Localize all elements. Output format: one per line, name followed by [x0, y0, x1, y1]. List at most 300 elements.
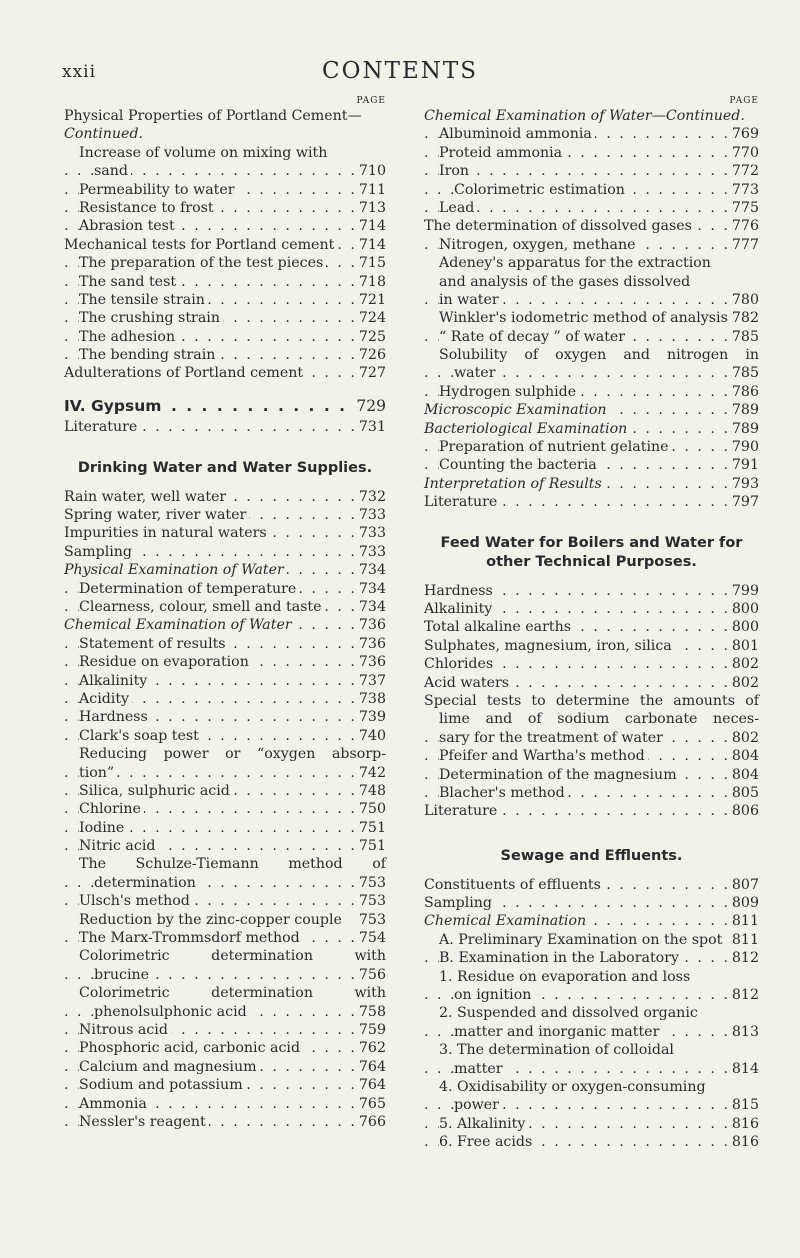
toc-entry-page-number: 751 — [356, 837, 386, 855]
toc-entry-page-number: 738 — [356, 690, 386, 708]
toc-entry-title: The determination of dissolved gases — [424, 217, 695, 235]
toc-entry-page-number: 815 — [729, 1096, 759, 1114]
toc-entry-title: Alkalinity — [79, 672, 150, 690]
toc-entry-page-number: 753 — [356, 911, 386, 929]
toc-entry — [424, 582, 759, 600]
toc-entry — [424, 1004, 759, 1022]
toc-entry-page-number: 765 — [356, 1095, 386, 1113]
toc-entry-title: 4. Oxidisability or oxygen-consuming — [439, 1078, 709, 1096]
toc-entry — [424, 674, 759, 692]
toc-entry — [424, 346, 759, 364]
toc-entry-page-number: 799 — [729, 582, 759, 600]
toc-entry-title: Increase of volume on mixing with — [79, 144, 330, 162]
toc-entry-title: Chemical Examination of Water — [64, 616, 295, 634]
toc-entry-page-number: 715 — [356, 254, 386, 272]
toc-entry — [424, 894, 759, 912]
toc-entry — [424, 710, 759, 728]
toc-entry-title: Iodine — [79, 819, 127, 837]
toc-entry-title: Chemical Examination of Water—Continued. — [424, 107, 748, 125]
toc-entry — [424, 766, 759, 784]
toc-entry — [64, 125, 386, 143]
toc-entry-page-number: 751 — [356, 819, 386, 837]
toc-entry — [64, 1113, 386, 1131]
toc-entry-title: The bending strain — [79, 346, 218, 364]
page-header — [0, 58, 800, 88]
toc-entry — [64, 874, 386, 892]
toc-entry-page-number: 805 — [729, 784, 759, 802]
toc-entry-page-number: 790 — [729, 438, 759, 456]
section-heading: Sewage and Effluents. — [500, 847, 683, 864]
toc-entry — [64, 966, 386, 984]
toc-entry — [64, 397, 386, 415]
toc-entry-title: Ulsch's method — [79, 892, 193, 910]
toc-entry-page-number: 807 — [729, 876, 759, 894]
toc-entry — [64, 217, 386, 235]
toc-entry-title: Solubility of oxygen and nitrogen in — [439, 347, 759, 364]
toc-entry-page-number: 711 — [356, 181, 386, 199]
toc-entry-title: Nitrogen, oxygen, methane — [439, 236, 639, 254]
toc-entry-title: Chemical Examination — [424, 912, 589, 930]
toc-entry — [64, 1076, 386, 1094]
toc-entry-page-number: 758 — [356, 1003, 386, 1021]
toc-entry — [424, 618, 759, 636]
toc-entry-page-number: 782 — [729, 309, 759, 327]
toc-entry — [64, 837, 386, 855]
toc-entry-title: water — [454, 364, 498, 382]
toc-entry-title: Resistance to frost — [79, 199, 217, 217]
toc-entry-page-number: 811 — [729, 912, 759, 930]
contents-column-right — [424, 95, 759, 1152]
toc-entry — [64, 819, 386, 837]
toc-entry-page-number: 772 — [729, 162, 759, 180]
toc-entries-left — [64, 107, 386, 1131]
toc-entry-title: Bacteriological Examination — [424, 420, 630, 438]
toc-entry — [424, 383, 759, 401]
toc-entry-page-number: 809 — [729, 894, 759, 912]
toc-entry-title: A. Preliminary Examination on the spot — [439, 931, 725, 949]
toc-entry-title: The sand test — [79, 273, 179, 291]
toc-entry-title: and analysis of the gases dissolved — [439, 273, 693, 291]
toc-entry-title: Spring water, river water — [64, 506, 249, 524]
section-heading: Drinking Water and Water Supplies. — [77, 459, 373, 476]
toc-entry-title: power — [454, 1096, 502, 1114]
toc-entry-page-number: 725 — [356, 328, 386, 346]
toc-entry-title: “ Rate of decay ” of water — [439, 328, 628, 346]
toc-entry-page-number: 812 — [729, 949, 759, 967]
toc-entry-page-number: 733 — [356, 543, 386, 561]
toc-entry — [64, 1003, 386, 1021]
toc-entry-page-number: 812 — [729, 986, 759, 1004]
toc-entry-title: Sodium and potassium — [79, 1076, 246, 1094]
toc-entry-title: Statement of results — [79, 635, 229, 653]
toc-entry — [64, 346, 386, 364]
toc-entry-title: 5. Alkalinity — [439, 1115, 528, 1133]
toc-entry-page-number: 806 — [729, 802, 759, 820]
toc-entry-title: Albuminoid ammonia — [439, 125, 595, 143]
toc-entry-page-number: 733 — [356, 506, 386, 524]
toc-entry — [64, 364, 386, 382]
toc-entry-page-number: 736 — [356, 635, 386, 653]
toc-entry — [424, 931, 759, 949]
toc-entry — [424, 364, 759, 382]
toc-entry-title: Determination of temperature — [79, 580, 299, 598]
toc-entry-page-number: 742 — [356, 764, 386, 782]
toc-entry — [424, 456, 759, 474]
toc-entry — [64, 800, 386, 818]
toc-entry-title: Sampling — [424, 894, 495, 912]
toc-entry — [64, 1058, 386, 1076]
toc-entry — [424, 1023, 759, 1041]
toc-entry-title: Acidity — [79, 690, 132, 708]
toc-entry — [64, 254, 386, 272]
toc-entry — [424, 144, 759, 162]
toc-entry-page-number: 802 — [729, 655, 759, 673]
toc-entry-page-number: 785 — [729, 364, 759, 382]
toc-entry-page-number: 804 — [729, 747, 759, 765]
contents-column-left — [64, 95, 386, 1131]
section-heading: other Technical Purposes. — [486, 553, 697, 570]
toc-entry — [424, 291, 759, 309]
toc-entry-page-number: 734 — [356, 580, 386, 598]
toc-entry-page-number: 776 — [729, 217, 759, 235]
toc-entry — [424, 1078, 759, 1096]
toc-entry-page-number: 811 — [729, 931, 759, 949]
toc-entry — [64, 1021, 386, 1039]
page-number: xxii — [62, 62, 97, 82]
toc-entry-title: Phosphoric acid, carbonic acid — [79, 1039, 303, 1057]
toc-entry-title: Blacher's method — [439, 784, 568, 802]
toc-entry-title: The crushing strain — [79, 309, 223, 327]
toc-entry-title: Total alkaline earths — [424, 618, 574, 636]
spacer — [424, 866, 759, 876]
toc-entry — [64, 107, 386, 125]
toc-entry — [64, 708, 386, 726]
toc-entry-page-number: 733 — [356, 524, 386, 542]
toc-entry-page-number: 713 — [356, 199, 386, 217]
toc-entry-title: Winkler's iodometric method of analysis — [439, 309, 731, 327]
toc-entry-title: Impurities in natural waters — [64, 524, 270, 542]
toc-entry — [64, 1095, 386, 1113]
toc-entry-page-number: 804 — [729, 766, 759, 784]
toc-entry-page-number: 762 — [356, 1039, 386, 1057]
toc-entry-page-number: 814 — [729, 1060, 759, 1078]
toc-entry — [64, 199, 386, 217]
toc-entry — [424, 273, 759, 291]
toc-entry-page-number: 785 — [729, 328, 759, 346]
toc-entry-page-number: 802 — [729, 729, 759, 747]
toc-entry-title: The Schulze-Tiemann method of — [79, 856, 386, 873]
toc-entry — [64, 580, 386, 598]
toc-entry-title: Pfeifer and Wartha's method — [439, 747, 648, 765]
toc-entry — [64, 616, 386, 634]
toc-entry — [424, 217, 759, 235]
toc-entry — [64, 892, 386, 910]
toc-entry-title: Chlorine — [79, 800, 144, 818]
toc-entry — [64, 506, 386, 524]
toc-entry-page-number: 750 — [356, 800, 386, 818]
toc-entry-page-number: 739 — [356, 708, 386, 726]
toc-entry-page-number: 813 — [729, 1023, 759, 1041]
toc-entry-title: brucine — [94, 966, 152, 984]
toc-entry-page-number: 816 — [729, 1133, 759, 1151]
toc-entry — [424, 236, 759, 254]
toc-entry-title: matter and inorganic matter — [454, 1023, 662, 1041]
toc-entry — [64, 144, 386, 162]
toc-entry-title: Residue on evaporation — [79, 653, 252, 671]
toc-entry-title: 2. Suspended and dissolved organic — [439, 1004, 701, 1022]
toc-entry-title: 3. The determination of colloidal — [439, 1041, 677, 1059]
toc-entry — [64, 418, 386, 436]
toc-entry-title: The Marx-Trommsdorf method — [79, 929, 303, 947]
toc-entry-title: Nitric acid — [79, 837, 158, 855]
toc-entry — [64, 291, 386, 309]
toc-entry — [64, 162, 386, 180]
toc-entry-page-number: 816 — [729, 1115, 759, 1133]
toc-entry — [424, 475, 759, 493]
toc-entry-title: sary for the treatment of water — [439, 729, 666, 747]
toc-entry — [424, 600, 759, 618]
toc-entry — [64, 273, 386, 291]
section-heading: Feed Water for Boilers and Water for — [440, 534, 743, 551]
toc-entry-page-number: 726 — [356, 346, 386, 364]
toc-entry-title: Calcium and magnesium — [79, 1058, 260, 1076]
toc-entry-title: IV. Gypsum — [64, 397, 164, 416]
toc-entry — [64, 672, 386, 690]
toc-entry — [424, 328, 759, 346]
toc-entry — [424, 1115, 759, 1133]
toc-entry-page-number: 800 — [729, 618, 759, 636]
toc-entry — [64, 782, 386, 800]
toc-entry-title: Microscopic Examination — [424, 401, 610, 419]
toc-entries-right — [424, 107, 759, 1152]
toc-entry — [424, 912, 759, 930]
toc-entry-title: Continued. — [64, 125, 146, 143]
toc-entry-page-number: 748 — [356, 782, 386, 800]
toc-entry — [64, 181, 386, 199]
toc-entry-page-number: 789 — [729, 420, 759, 438]
spacer — [64, 437, 386, 459]
toc-entry — [424, 802, 759, 820]
toc-entry-page-number: 764 — [356, 1058, 386, 1076]
toc-entry-page-number: 710 — [356, 162, 386, 180]
toc-entry-title: Rain water, well water — [64, 488, 229, 506]
toc-entry-title: in water — [439, 291, 502, 309]
spacer — [64, 383, 386, 397]
toc-entry-title: Iron — [439, 162, 472, 180]
toc-entry-title: Clark's soap test — [79, 727, 202, 745]
toc-entry — [424, 1041, 759, 1059]
page-title: CONTENTS — [322, 58, 478, 84]
page-column-label: PAGE — [729, 96, 759, 106]
toc-entry-title: Literature — [424, 802, 500, 820]
toc-entry — [424, 1096, 759, 1114]
toc-entry-title: Lead — [439, 199, 477, 217]
toc-entry — [424, 199, 759, 217]
toc-entry-title: Mechanical tests for Portland cement — [64, 236, 337, 254]
toc-entry — [424, 181, 759, 199]
toc-entry-page-number: 737 — [356, 672, 386, 690]
toc-entry — [424, 162, 759, 180]
toc-entry — [424, 968, 759, 986]
toc-entry — [64, 543, 386, 561]
toc-entry-page-number: 777 — [729, 236, 759, 254]
toc-entry-title: Reduction by the zinc-copper couple — [79, 911, 345, 929]
toc-entry-page-number: 764 — [356, 1076, 386, 1094]
toc-entry-page-number: 727 — [356, 364, 386, 382]
toc-entry-title: determination — [94, 874, 199, 892]
toc-entry-title: Colorimetric determination with — [79, 985, 386, 1002]
toc-entry-title: Hardness — [79, 708, 151, 726]
toc-entry-title: Silica, sulphuric acid — [79, 782, 233, 800]
toc-entry-title: Nitrous acid — [79, 1021, 171, 1039]
toc-entry-page-number: 797 — [729, 493, 759, 511]
toc-entry-page-number: 732 — [356, 488, 386, 506]
toc-entry-title: Preparation of nutrient gelatine — [439, 438, 672, 456]
toc-entry — [64, 984, 386, 1002]
toc-entry-page-number: 780 — [729, 291, 759, 309]
toc-entry-title: Acid waters — [424, 674, 512, 692]
spacer — [424, 512, 759, 534]
toc-entry-title: Abrasion test — [79, 217, 178, 235]
toc-entry-page-number: 766 — [356, 1113, 386, 1131]
toc-entry-title: Sampling — [64, 543, 135, 561]
toc-entry — [64, 635, 386, 653]
toc-entry-page-number: 714 — [356, 236, 386, 254]
toc-entry-page-number: 770 — [729, 144, 759, 162]
toc-entry — [424, 655, 759, 673]
toc-entry — [64, 488, 386, 506]
toc-entry-page-number: 753 — [356, 892, 386, 910]
toc-entry-page-number: 775 — [729, 199, 759, 217]
toc-entry — [424, 401, 759, 419]
toc-entry-title: Sulphates, magnesium, iron, silica — [424, 637, 675, 655]
toc-entry-page-number: 736 — [356, 616, 386, 634]
toc-entry — [64, 309, 386, 327]
toc-entry-page-number: 773 — [729, 181, 759, 199]
toc-entry — [64, 328, 386, 346]
toc-entry — [424, 438, 759, 456]
toc-entry — [64, 855, 386, 873]
toc-entry — [64, 929, 386, 947]
toc-entry-title: Adeney's apparatus for the extraction — [439, 254, 714, 272]
toc-entry — [424, 493, 759, 511]
toc-entry-title: Hardness — [424, 582, 496, 600]
toc-entry-title: phenolsulphonic acid — [94, 1003, 250, 1021]
toc-entry — [64, 690, 386, 708]
toc-entry-page-number: 753 — [356, 874, 386, 892]
toc-entry-title: The tensile strain — [79, 291, 208, 309]
toc-entry — [424, 876, 759, 894]
spacer — [64, 478, 386, 488]
toc-entry-title: 6. Free acids — [439, 1133, 535, 1151]
toc-entry — [64, 764, 386, 782]
toc-entry-page-number: 759 — [356, 1021, 386, 1039]
toc-entry — [424, 637, 759, 655]
toc-entry-page-number: 736 — [356, 653, 386, 671]
toc-entry-page-number: 756 — [356, 966, 386, 984]
toc-entry — [64, 727, 386, 745]
toc-entry — [64, 653, 386, 671]
toc-entry-title: 1. Residue on evaporation and loss — [439, 968, 693, 986]
toc-entry-page-number: 769 — [729, 125, 759, 143]
toc-entry — [64, 236, 386, 254]
toc-entry-title: Literature — [424, 493, 500, 511]
toc-entry-title: matter — [454, 1060, 506, 1078]
page-column-label: PAGE — [356, 96, 386, 106]
toc-entry-title: Nessler's reagent — [79, 1113, 209, 1131]
toc-entry-title: Proteid ammonia — [439, 144, 565, 162]
toc-entry-page-number: 754 — [356, 929, 386, 947]
toc-entry — [424, 125, 759, 143]
toc-entry-title: The adhesion — [79, 328, 178, 346]
toc-entry — [424, 747, 759, 765]
toc-entry — [64, 911, 386, 929]
toc-entry — [424, 784, 759, 802]
toc-entry — [424, 309, 759, 327]
toc-entry-page-number: 740 — [356, 727, 386, 745]
spacer — [424, 572, 759, 582]
toc-entry-page-number: 718 — [356, 273, 386, 291]
toc-entry-page-number: 729 — [353, 397, 386, 416]
toc-entry-page-number: 791 — [729, 456, 759, 474]
toc-entry-title: Permeability to water — [79, 181, 238, 199]
toc-entry-page-number: 789 — [729, 401, 759, 419]
toc-entry — [424, 254, 759, 272]
toc-entry-title: B. Examination in the Laboratory — [439, 949, 682, 967]
toc-entry-page-number: 721 — [356, 291, 386, 309]
toc-entry-title: Colorimetric determination with — [79, 948, 386, 965]
toc-entry — [424, 729, 759, 747]
toc-entry-page-number: 802 — [729, 674, 759, 692]
toc-entry-page-number: 734 — [356, 598, 386, 616]
toc-entry-page-number: 724 — [356, 309, 386, 327]
toc-entry-title: Adulterations of Portland cement — [64, 364, 306, 382]
toc-entry-title: The preparation of the test pieces — [79, 254, 326, 272]
toc-entry — [424, 949, 759, 967]
toc-entry-title: tion” — [79, 764, 117, 782]
toc-entry-title: Special tests to determine the amounts of — [424, 692, 759, 709]
toc-entry-title: Reducing power or “oxygen absorp- — [79, 746, 386, 763]
toc-entry — [64, 745, 386, 763]
toc-entry — [64, 598, 386, 616]
toc-entry — [424, 1060, 759, 1078]
toc-entry — [64, 947, 386, 965]
toc-entry-page-number: 786 — [729, 383, 759, 401]
toc-entry-title: Ammonia — [79, 1095, 150, 1113]
toc-entry-page-number: 800 — [729, 600, 759, 618]
toc-entry — [64, 524, 386, 542]
toc-entry-title: Physical Examination of Water — [64, 561, 287, 579]
toc-entry-title: Literature — [64, 418, 140, 436]
toc-entry-title: Physical Properties of Portland Cement— — [64, 107, 365, 125]
toc-entry-page-number: 714 — [356, 217, 386, 235]
toc-entry-page-number: 793 — [729, 475, 759, 493]
toc-entry-title: sand — [94, 162, 131, 180]
toc-entry-title: Constituents of effluents — [424, 876, 604, 894]
toc-entry-page-number: 734 — [356, 561, 386, 579]
toc-entry-title: Counting the bacteria — [439, 456, 600, 474]
toc-entry-title: Alkalinity — [424, 600, 495, 618]
toc-entry — [424, 420, 759, 438]
toc-entry-title: Clearness, colour, smell and taste — [79, 598, 325, 616]
toc-entry — [424, 986, 759, 1004]
toc-entry — [424, 692, 759, 710]
toc-entry-title: Determination of the magnesium — [439, 766, 680, 784]
toc-entry — [424, 1133, 759, 1151]
toc-entry-page-number: 731 — [356, 418, 386, 436]
toc-entry-title: Interpretation of Results — [424, 475, 605, 493]
toc-entry — [424, 107, 759, 125]
